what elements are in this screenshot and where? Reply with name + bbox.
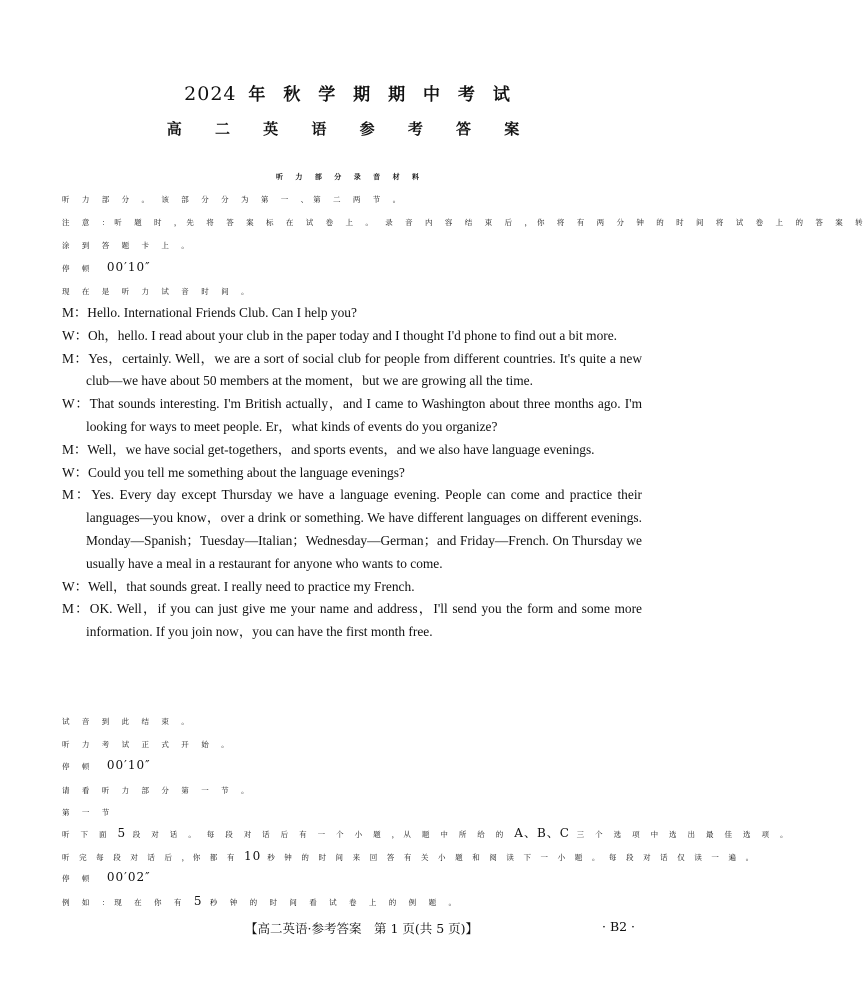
intro-line-2: 注 意 ：听 题 时 ，先 将 答 案 标 在 试 卷 上 。 录 音 内 容 结 束 后 ，你 将 有 两 分 钟 的 时 间 将 试 卷 上 的 答 案 转 bbox=[62, 218, 868, 227]
after-line-1: 试 音 到 此 结 束 。 bbox=[62, 717, 194, 726]
instruction-text: 秒 钟 的 时 间 看 试 卷 上 的 例 题 。 bbox=[209, 898, 461, 907]
option-letters: A、B、C bbox=[514, 826, 570, 840]
pause-line-1 bbox=[62, 262, 642, 274]
pause-time: 00′10″ bbox=[106, 260, 151, 274]
section-heading: 听 力 部 分 录 音 材 料 bbox=[275, 172, 425, 181]
intro-line-1: 听 力 部 分 。 该 部 分 分 为 第 一 、第 二 两 节 。 bbox=[62, 195, 406, 204]
instruction-text: 听 下 面 bbox=[62, 830, 111, 839]
pause-time: 00′02″ bbox=[106, 870, 151, 884]
dialogue-line: W：Well，that sounds great. I really need to practice my French. bbox=[62, 578, 415, 594]
pause-line-2 bbox=[62, 760, 642, 772]
dialogue-line: W：Could you tell me something about the language evenings? bbox=[62, 464, 405, 480]
dialogue-line: W：That sounds interesting. I'm British actually，and I came to Washington about three months ago. I'm looking for ways to meet people. Er，what kinds of events do you organize? bbox=[62, 396, 642, 434]
after-line-4: 请 看 听 力 部 分 第 一 节 。 bbox=[62, 786, 254, 795]
pause-time: 00′10″ bbox=[106, 758, 151, 772]
pause-line-3 bbox=[62, 872, 642, 884]
instruction-text: 例 如 ：现 在 你 有 bbox=[62, 898, 187, 907]
after-line-2: 听 力 考 试 正 式 开 始 。 bbox=[62, 740, 234, 749]
dialogue-line: M：Hello. International Friends Club. Can I help you? bbox=[62, 305, 357, 320]
dialogue-line: M：Yes. Every day except Thursday we have a language evening. People can come and practice their languages—you know，over a drink or something. We have different languages on different evenings. Monday—Spanish；Tuesday—Italian；Wednesday—German；and Friday—French. On Thursday we usually have a meal in a restaurant for anyone who wants to come. bbox=[62, 487, 642, 571]
part-one-heading: 第 一 节 bbox=[62, 808, 115, 817]
instruction-text: 秒 钟 的 时 间 来 回 答 有 关 小 题 和 阅 读 下 一 小 题 。 每 段 对 话 仅 读 一 遍 。 bbox=[267, 853, 757, 862]
after-line-7 bbox=[62, 849, 757, 863]
intro-line-5: 现 在 是 听 力 试 音 时 间 。 bbox=[62, 287, 254, 296]
instruction-number: 5 bbox=[193, 894, 203, 908]
instruction-number: 10 bbox=[243, 849, 262, 863]
exam-title-rest: 年 秋 学 期 期 中 考 试 bbox=[248, 85, 516, 105]
dialogue-line: W：Oh，hello. I read about your club in the paper today and I thought I'd phone to find out a bit more. bbox=[62, 327, 618, 343]
instruction-text: 三 个 选 项 中 选 出 最 佳 选 项 。 bbox=[576, 830, 792, 839]
instruction-text: 听 完 每 段 对 话 后 ，你 都 有 bbox=[62, 853, 238, 862]
instruction-text: 段 对 话 。 每 段 对 话 后 有 一 个 小 题 ，从 题 中 所 给 的 bbox=[132, 830, 508, 839]
after-line-6 bbox=[62, 826, 792, 840]
dialogue-line: M：Well，we have social get-togethers，and sports events，and we also have language evenings. bbox=[62, 441, 595, 457]
dialogue-text bbox=[62, 302, 642, 644]
intro-line-3: 涂 到 答 题 卡 上 。 bbox=[62, 241, 194, 250]
pause-label: 停 顿 bbox=[62, 762, 95, 771]
dialogue-line: M：Yes，certainly. Well，we are a sort of social club for people from different countries. It's quite a new club—we have about 50 members at the moment，but we are growing all the time. bbox=[62, 350, 642, 389]
page-subtitle: 高 二 英 语 参 考 答 案 bbox=[166, 120, 534, 138]
exam-title bbox=[0, 80, 700, 105]
footer-code: · B2 · bbox=[602, 919, 636, 934]
after-line-9 bbox=[62, 896, 642, 908]
exam-year: 2024 bbox=[184, 83, 237, 105]
dialogue-line: M：OK. Well，if you can just give me your name and address，I'll send you the form and some more information. If you join now，you can have the first month free. bbox=[62, 601, 642, 640]
pause-label: 停 顿 bbox=[62, 874, 95, 883]
instruction-number: 5 bbox=[117, 826, 127, 840]
footer-page-info: 【高二英语·参考答案 第 1 页(共 5 页)】 bbox=[245, 921, 479, 936]
pause-label: 停 顿 bbox=[62, 264, 95, 273]
